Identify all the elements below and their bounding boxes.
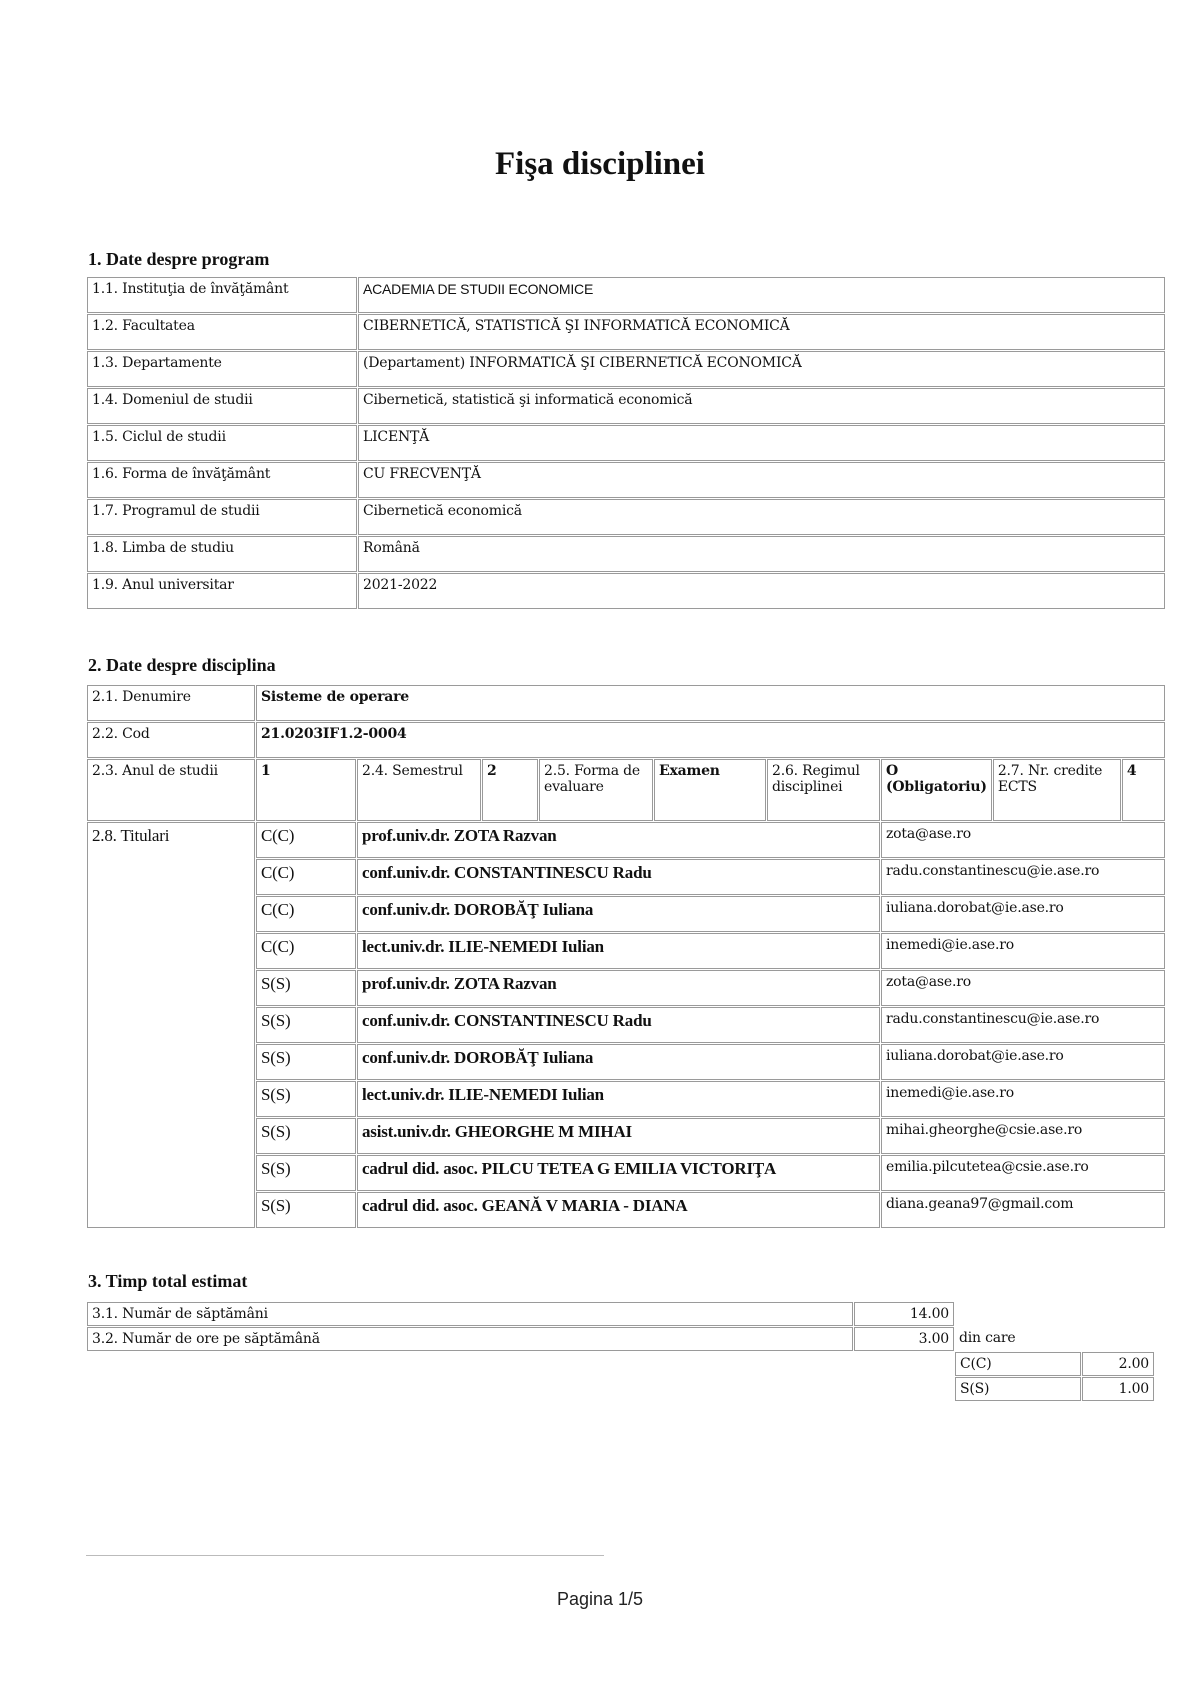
section2-heading: 2. Date despre disciplina — [88, 655, 276, 675]
name-label: 2.1. Denumire — [87, 685, 255, 721]
program-row-value: CIBERNETICĂ, STATISTICĂ ŞI INFORMATICĂ ECONOMICĂ — [358, 314, 1165, 350]
semester-value: 2 — [482, 759, 538, 821]
breakdown-type: C(C) — [955, 1352, 1081, 1376]
holder-name: conf.univ.dr. DOROBĂŢ Iuliana — [357, 896, 880, 932]
discipline-table — [86, 684, 1166, 1229]
holder-name: conf.univ.dr. DOROBĂŢ Iuliana — [357, 1044, 880, 1080]
holder-name: prof.univ.dr. ZOTA Razvan — [357, 970, 880, 1006]
regime-value: O (Obligatoriu) — [881, 759, 992, 821]
program-row-value: Cibernetică, statistică şi informatică economică — [358, 388, 1165, 424]
program-row-value: ACADEMIA DE STUDII ECONOMICE — [358, 277, 1165, 313]
section3-heading: 3. Timp total estimat — [88, 1271, 248, 1291]
program-row — [87, 388, 1165, 424]
program-row — [87, 277, 1165, 313]
program-row — [87, 425, 1165, 461]
holder-email: inemedi@ie.ase.ro — [881, 1081, 1165, 1117]
holder-type: S(S) — [256, 1081, 356, 1117]
eval-label: 2.5. Forma de evaluare — [539, 759, 653, 821]
name-value: Sisteme de operare — [256, 685, 1165, 721]
holder-name: asist.univ.dr. GHEORGHE M MIHAI — [357, 1118, 880, 1154]
holder-row — [87, 822, 1165, 858]
program-row — [87, 314, 1165, 350]
holder-email: mihai.gheorghe@csie.ase.ro — [881, 1118, 1165, 1154]
code-label: 2.2. Cod — [87, 722, 255, 758]
program-row — [87, 536, 1165, 572]
weeks-label: 3.1. Număr de săptămâni — [87, 1302, 853, 1326]
eval-value: Examen — [654, 759, 766, 821]
holder-name: prof.univ.dr. ZOTA Razvan — [357, 822, 880, 858]
program-row-value: CU FRECVENŢĂ — [358, 462, 1165, 498]
holder-name: lect.univ.dr. ILIE-NEMEDI Iulian — [357, 933, 880, 969]
hours-value: 3.00 — [854, 1327, 954, 1351]
breakdown-type: S(S) — [955, 1377, 1081, 1401]
holder-type: S(S) — [256, 1192, 356, 1228]
credits-value: 4 — [1122, 759, 1165, 821]
page-number: Pagina 1/5 — [556, 1589, 644, 1609]
year-label: 2.3. Anul de studii — [87, 759, 255, 821]
holder-email: radu.constantinescu@ie.ase.ro — [881, 1007, 1165, 1043]
program-row — [87, 462, 1165, 498]
holder-email: zota@ase.ro — [881, 822, 1165, 858]
holder-name: conf.univ.dr. CONSTANTINESCU Radu — [357, 859, 880, 895]
holder-type: S(S) — [256, 1118, 356, 1154]
holder-name: lect.univ.dr. ILIE-NEMEDI Iulian — [357, 1081, 880, 1117]
holder-email: emilia.pilcutetea@csie.ase.ro — [881, 1155, 1165, 1191]
hours-label: 3.2. Număr de ore pe săptămână — [87, 1327, 853, 1351]
program-row-value: 2021-2022 — [358, 573, 1165, 609]
holder-email: iuliana.dorobat@ie.ase.ro — [881, 1044, 1165, 1080]
of-which-text: din care — [959, 1330, 1016, 1346]
program-row-label: 1.2. Facultatea — [87, 314, 357, 350]
footer-divider — [86, 1555, 604, 1556]
holder-email: inemedi@ie.ase.ro — [881, 933, 1165, 969]
program-row — [87, 573, 1165, 609]
holder-name: conf.univ.dr. CONSTANTINESCU Radu — [357, 1007, 880, 1043]
program-row-label: 1.9. Anul universitar — [87, 573, 357, 609]
credits-label: 2.7. Nr. credite ECTS — [993, 759, 1121, 821]
program-row-value: LICENŢĂ — [358, 425, 1165, 461]
program-row — [87, 351, 1165, 387]
holder-type: S(S) — [256, 1155, 356, 1191]
holder-email: diana.geana97@gmail.com — [881, 1192, 1165, 1228]
program-row-value: Cibernetică economică — [358, 499, 1165, 535]
semester-label: 2.4. Semestrul — [357, 759, 481, 821]
program-row-label: 1.6. Forma de învăţământ — [87, 462, 357, 498]
time-table — [86, 1301, 1155, 1402]
page-title: Fişa disciplinei — [495, 146, 705, 182]
holder-type: S(S) — [256, 970, 356, 1006]
holder-email: iuliana.dorobat@ie.ase.ro — [881, 896, 1165, 932]
holder-type: S(S) — [256, 1007, 356, 1043]
section1-heading: 1. Date despre program — [88, 249, 270, 269]
year-value: 1 — [256, 759, 356, 821]
program-row-value: Română — [358, 536, 1165, 572]
program-row — [87, 499, 1165, 535]
program-row-value: (Departament) INFORMATICĂ ŞI CIBERNETICĂ ECONOMICĂ — [358, 351, 1165, 387]
breakdown-value: 2.00 — [1082, 1352, 1154, 1376]
breakdown-value: 1.00 — [1082, 1377, 1154, 1401]
holder-email: radu.constantinescu@ie.ase.ro — [881, 859, 1165, 895]
program-row-label: 1.3. Departamente — [87, 351, 357, 387]
program-row-label: 1.1. Instituţia de învăţământ — [87, 277, 357, 313]
weeks-value: 14.00 — [854, 1302, 954, 1326]
holder-name: cadrul did. asoc. PILCU TETEA G EMILIA VICTORIŢA — [357, 1155, 880, 1191]
holder-type: C(C) — [256, 933, 356, 969]
regime-label: 2.6. Regimul disciplinei — [767, 759, 880, 821]
holder-email: zota@ase.ro — [881, 970, 1165, 1006]
holders-label: 2.8. Titulari — [87, 822, 255, 1228]
code-value: 21.0203IF1.2-0004 — [256, 722, 1165, 758]
holder-name: cadrul did. asoc. GEANĂ V MARIA - DIANA — [357, 1192, 880, 1228]
program-row-label: 1.8. Limba de studiu — [87, 536, 357, 572]
holder-type: C(C) — [256, 859, 356, 895]
program-table — [86, 276, 1166, 610]
program-row-label: 1.7. Programul de studii — [87, 499, 357, 535]
holder-type: C(C) — [256, 896, 356, 932]
program-row-label: 1.5. Ciclul de studii — [87, 425, 357, 461]
program-row-label: 1.4. Domeniul de studii — [87, 388, 357, 424]
holder-type: C(C) — [256, 822, 356, 858]
holder-type: S(S) — [256, 1044, 356, 1080]
